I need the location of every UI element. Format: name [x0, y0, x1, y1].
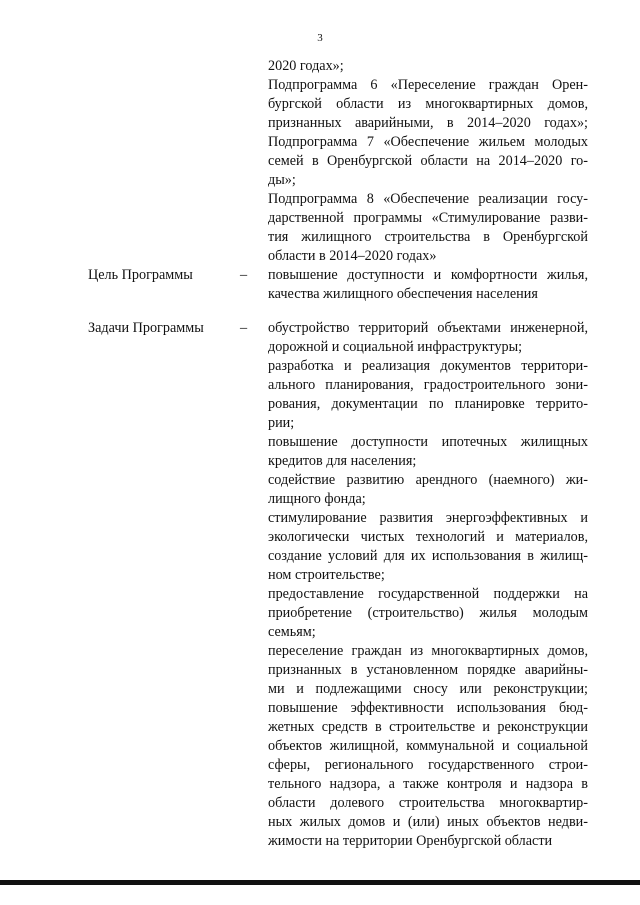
- subprogram-line: Подпрограмма 6 «Переселение граждан Орен-: [268, 77, 588, 93]
- subprogram-line: Подпрограмма 7 «Обеспечение жильем молодых: [268, 134, 588, 150]
- task-line: рии;: [268, 415, 295, 431]
- subprogram-line: тия жилищного строительства в Оренбургской: [268, 229, 588, 245]
- task-line: создание условий для их использования в жилищ-: [268, 548, 588, 564]
- subprogram-line: Подпрограмма 8 «Обеспечение реализации госу-: [268, 191, 588, 207]
- task-line: ном строительстве;: [268, 567, 385, 583]
- task-line: ми и подлежащими сносу или реконструкции;: [268, 681, 588, 697]
- tasks-label: Задачи Программы: [88, 320, 204, 336]
- task-line: тельного надзора, а также контроля и надзора в: [268, 776, 588, 792]
- task-line: экологически чистых технологий и материалов,: [268, 529, 588, 545]
- subprogram-line: семей в Оренбургской области на 2014–2020 го-: [268, 153, 588, 169]
- task-line: разработка и реализация документов территори-: [268, 358, 588, 374]
- task-line: жетных средств в строительстве и реконструкции: [268, 719, 588, 735]
- task-line: ных жилых домов и (или) иных объектов недви-: [268, 814, 588, 830]
- tasks-dash: –: [240, 320, 248, 336]
- subprogram-line: области в 2014–2020 годах»: [268, 248, 437, 264]
- goal-label: Цель Программы: [88, 267, 193, 283]
- page-bottom-rule: [0, 880, 640, 885]
- task-line: стимулирование развития энергоэффективных и: [268, 510, 588, 526]
- task-line: приобретение (строительство) жилья молодым: [268, 605, 588, 621]
- goal-dash: –: [240, 267, 248, 283]
- task-line: области долевого строительства многоквартир-: [268, 795, 588, 811]
- task-line: ального планирования, градостроительного зони-: [268, 377, 588, 393]
- task-line: признанных в установленном порядке аварийны-: [268, 662, 588, 678]
- task-line: повышение доступности ипотечных жилищных: [268, 434, 588, 450]
- task-line: объектов жилищной, коммунальной и социальной: [268, 738, 588, 754]
- task-line: обустройство территорий объектами инженерной,: [268, 320, 588, 336]
- task-line: жимости на территории Оренбургской области: [268, 833, 553, 849]
- task-line: семьям;: [268, 624, 316, 640]
- task-line: переселение граждан из многоквартирных домов,: [268, 643, 588, 659]
- task-line: лищного фонда;: [268, 491, 366, 507]
- goal-line: качества жилищного обеспечения населения: [268, 286, 538, 302]
- task-line: рования, документации по планировке террито-: [268, 396, 588, 412]
- subprogram-line: признанных аварийными, в 2014–2020 годах»;: [268, 115, 588, 131]
- subprogram-line: бургской области из многоквартирных домов,: [268, 96, 588, 112]
- task-line: кредитов для населения;: [268, 453, 417, 469]
- page-number: 3: [317, 32, 323, 44]
- subprogram-line: дарственной программы «Стимулирование разви-: [268, 210, 588, 226]
- task-line: повышение эффективности использования бюд-: [268, 700, 588, 716]
- task-line: дорожной и социальной инфраструктуры;: [268, 339, 523, 355]
- task-line: содействие развитию арендного (наемного) жи-: [268, 472, 588, 488]
- subprogram-line: 2020 годах»;: [268, 58, 344, 74]
- goal-line: повышение доступности и комфортности жилья,: [268, 267, 588, 283]
- task-line: предоставление государственной поддержки на: [268, 586, 588, 602]
- task-line: сферы, регионального государственного строи-: [268, 757, 588, 773]
- subprogram-line: ды»;: [268, 172, 296, 188]
